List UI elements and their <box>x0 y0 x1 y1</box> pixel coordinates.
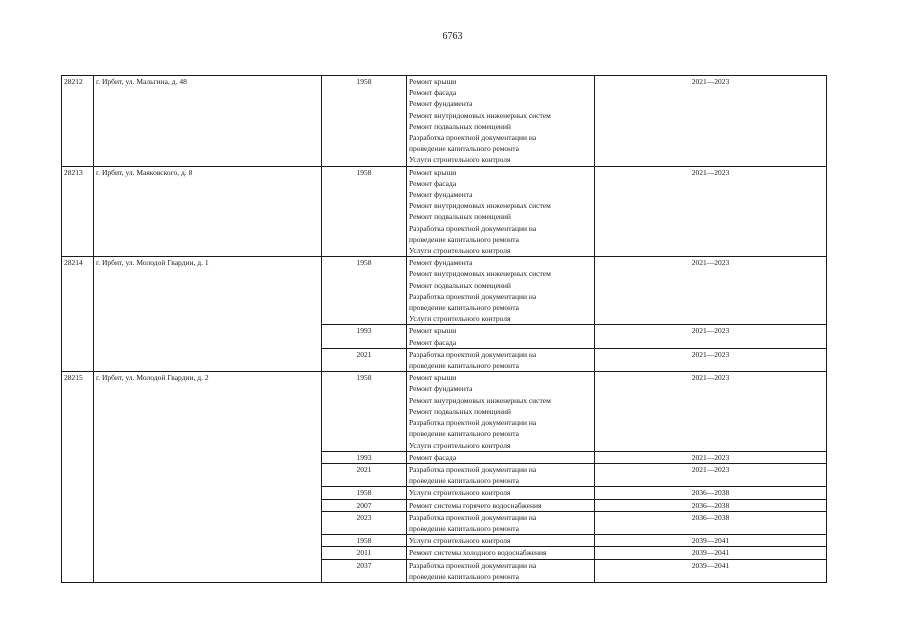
works-cell <box>407 559 595 582</box>
work-item: Услуги строительного контроля <box>409 536 511 546</box>
work-item: Ремонт крыши <box>409 167 457 177</box>
period-cell: 2021—2023 <box>595 166 827 257</box>
work-item: Услуги строительного контроля <box>409 314 511 324</box>
work-item: Разработка проектной документации на <box>409 464 537 474</box>
year-cell: 1958 <box>322 535 407 547</box>
work-item: Разработка проектной документации на <box>409 291 537 301</box>
work-item: Ремонт внутридомовых инженерных систем <box>409 110 551 120</box>
work-item: Разработка проектной документации на <box>409 418 537 428</box>
works-cell <box>407 547 595 559</box>
period-cell: 2036—2038 <box>595 511 827 534</box>
period-cell: 2039—2041 <box>595 547 827 559</box>
work-item: проведение капитального ремонта <box>409 476 519 486</box>
work-item: Ремонт подвальных помещений <box>409 121 511 131</box>
works-cell <box>407 372 595 451</box>
year-cell: 1958 <box>322 487 407 499</box>
work-item: Разработка проектной документации на <box>409 133 537 143</box>
works-cell <box>407 535 595 547</box>
work-item: Ремонт крыши <box>409 326 457 336</box>
year-cell: 2021 <box>322 463 407 486</box>
table-row <box>62 76 827 167</box>
work-item: Услуги строительного контроля <box>409 155 511 165</box>
work-item: Разработка проектной документации на <box>409 512 537 522</box>
work-item: Ремонт фасада <box>409 178 457 188</box>
work-item: Ремонт фасада <box>409 337 457 347</box>
address-cell: г. Ирбит, ул. Молодой Гвардии, д. 2 <box>94 372 322 583</box>
works-cell <box>407 451 595 463</box>
period-cell: 2021—2023 <box>595 76 827 167</box>
work-item: Ремонт фундамента <box>409 99 473 109</box>
work-item: Ремонт фундамента <box>409 258 473 268</box>
table-body <box>62 76 827 583</box>
work-item: Разработка проектной документации на <box>409 223 537 233</box>
work-item: проведение капитального ремонта <box>409 144 519 154</box>
work-item: проведение капитального ремонта <box>409 429 519 439</box>
year-cell: 2007 <box>322 499 407 511</box>
address-cell: г. Ирбит, ул. Мальгина, д. 48 <box>94 76 322 167</box>
work-item: Ремонт подвальных помещений <box>409 280 511 290</box>
building-id-cell: 28212 <box>62 76 94 167</box>
year-cell: 1958 <box>322 166 407 257</box>
work-item: Ремонт крыши <box>409 77 457 86</box>
work-item: Ремонт внутридомовых инженерных систем <box>409 395 551 405</box>
work-item: Ремонт фундамента <box>409 384 473 394</box>
period-cell: 2036—2038 <box>595 487 827 499</box>
work-item: Ремонт подвальных помещений <box>409 406 511 416</box>
period-cell: 2039—2041 <box>595 535 827 547</box>
work-item: проведение капитального ремонта <box>409 523 519 533</box>
period-cell: 2021—2023 <box>595 451 827 463</box>
work-item: Ремонт подвальных помещений <box>409 212 511 222</box>
work-item: Услуги строительного контроля <box>409 488 511 498</box>
works-cell <box>407 348 595 371</box>
period-cell: 2021—2023 <box>595 257 827 325</box>
works-cell <box>407 257 595 325</box>
year-cell: 1993 <box>322 451 407 463</box>
table-row <box>62 372 827 451</box>
year-cell: 2011 <box>322 547 407 559</box>
works-cell <box>407 487 595 499</box>
work-item: Ремонт внутридомовых инженерных систем <box>409 269 551 279</box>
period-cell: 2021—2023 <box>595 325 827 348</box>
period-cell: 2021—2023 <box>595 372 827 451</box>
year-cell: 2021 <box>322 348 407 371</box>
building-id-cell: 28215 <box>62 372 94 583</box>
work-item: Услуги строительного контроля <box>409 440 511 450</box>
work-item: Разработка проектной документации на <box>409 349 537 359</box>
year-cell: 2037 <box>322 559 407 582</box>
work-item: Ремонт крыши <box>409 373 457 383</box>
period-cell: 2039—2041 <box>595 559 827 582</box>
table-row <box>62 166 827 257</box>
address-cell: г. Ирбит, ул. Молодой Гвардии, д. 1 <box>94 257 322 372</box>
capital-repair-table <box>61 75 827 583</box>
works-cell <box>407 463 595 486</box>
work-item: проведение капитального ремонта <box>409 234 519 244</box>
work-item: Ремонт фундамента <box>409 190 473 200</box>
year-cell: 2023 <box>322 511 407 534</box>
building-id-cell: 28214 <box>62 257 94 372</box>
year-cell: 1993 <box>322 325 407 348</box>
work-item: Ремонт фасада <box>409 88 457 98</box>
period-cell: 2021—2023 <box>595 348 827 371</box>
period-cell: 2036—2038 <box>595 499 827 511</box>
period-cell: 2021—2023 <box>595 463 827 486</box>
work-item: Ремонт системы холодного водоснабжения <box>409 548 547 558</box>
work-item: проведение капитального ремонта <box>409 361 519 371</box>
work-item: проведение капитального ремонта <box>409 303 519 313</box>
work-item: Ремонт внутридомовых инженерных систем <box>409 201 551 211</box>
works-cell <box>407 76 595 167</box>
work-item: Ремонт фасада <box>409 452 457 462</box>
year-cell: 1958 <box>322 372 407 451</box>
address-cell: г. Ирбит, ул. Маяковского, д. 8 <box>94 166 322 257</box>
work-item: проведение капитального ремонта <box>409 571 519 581</box>
works-cell <box>407 325 595 348</box>
table-row <box>62 257 827 325</box>
year-cell: 1958 <box>322 257 407 325</box>
year-cell: 1958 <box>322 76 407 167</box>
works-cell <box>407 511 595 534</box>
work-item: Услуги строительного контроля <box>409 246 511 256</box>
building-id-cell: 28213 <box>62 166 94 257</box>
work-item: Разработка проектной документации на <box>409 560 537 570</box>
work-item: Ремонт системы горячего водоснабжения <box>409 500 542 510</box>
page-number: 6763 <box>442 31 463 42</box>
works-cell <box>407 166 595 257</box>
works-cell <box>407 499 595 511</box>
